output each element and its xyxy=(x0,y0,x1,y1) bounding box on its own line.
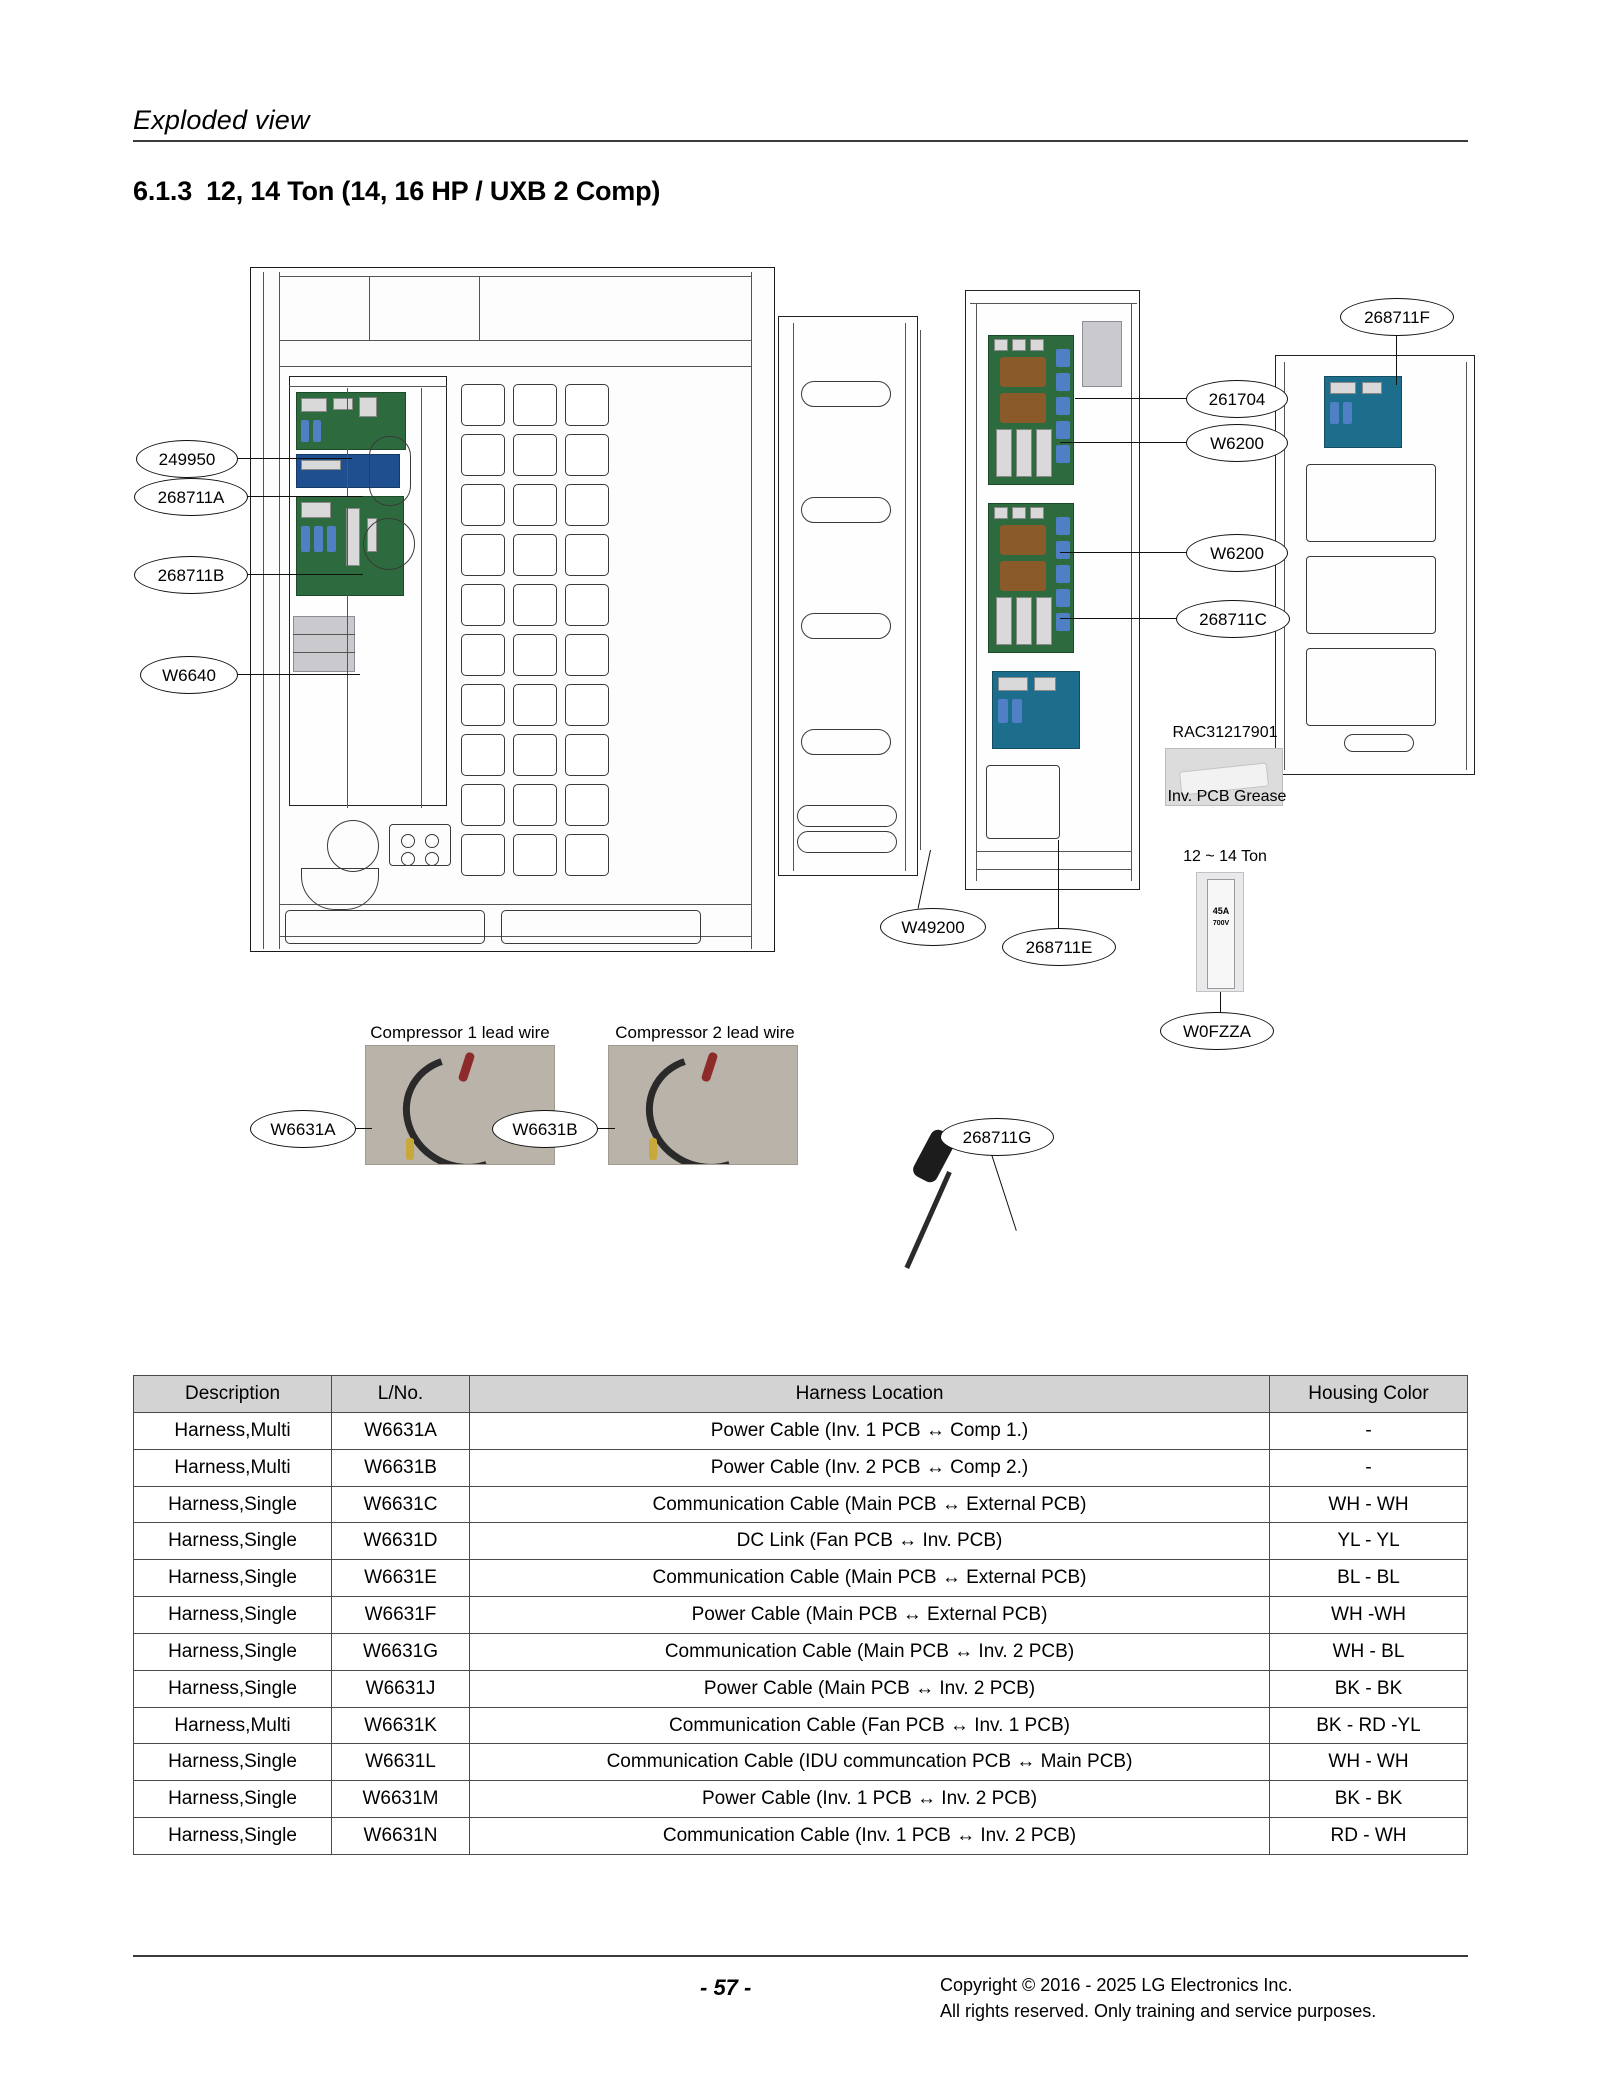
cell-housing-color: BK - BK xyxy=(1270,1670,1468,1707)
table-row xyxy=(134,1633,1468,1670)
table-row xyxy=(134,1781,1468,1818)
callout-249950-label: 249950 xyxy=(158,449,216,469)
cell-harness-location: Power Cable (Inv. 2 PCB ↔ Comp 2.) xyxy=(470,1449,1270,1486)
table-row xyxy=(134,1670,1468,1707)
cell-harness-location: Communication Cable (Main PCB ↔ External PCB) xyxy=(470,1560,1270,1597)
terminal-block xyxy=(293,616,355,672)
callout-W49200[interactable] xyxy=(880,908,986,946)
page-title xyxy=(133,176,660,207)
callout-W6200-top-label: W6200 xyxy=(1210,433,1264,453)
compressor1-photo xyxy=(365,1045,555,1165)
callout-W0FZZA[interactable] xyxy=(1160,1012,1274,1050)
cell-harness-location: Communication Cable (Fan PCB ↔ Inv. 1 PCB) xyxy=(470,1707,1270,1744)
callout-W6631B-label: W6631B xyxy=(512,1119,578,1139)
section-title-text: 12, 14 Ton (14, 16 HP / UXB 2 Comp) xyxy=(206,176,661,206)
callout-W6631B[interactable] xyxy=(492,1110,598,1148)
grease-name: Inv. PCB Grease xyxy=(1167,788,1287,805)
callout-W6200-top[interactable] xyxy=(1186,424,1288,462)
table-row xyxy=(134,1818,1468,1855)
callout-268711E-label: 268711E xyxy=(1025,937,1093,957)
cell-harness-location: Communication Cable (IDU communcation PCB ↔ Main PCB) xyxy=(470,1744,1270,1781)
page-number: - 57 - xyxy=(700,1975,752,2000)
cell-harness-location: Power Cable (Main PCB ↔ Inv. 2 PCB) xyxy=(470,1670,1270,1707)
cell-description: Harness,Multi xyxy=(134,1412,332,1449)
callout-268711F-label: 268711F xyxy=(1364,307,1430,327)
running-head-text: Exploded view xyxy=(133,105,310,135)
side-panel-drawing xyxy=(778,316,918,876)
cell-lno: W6631N xyxy=(332,1818,470,1855)
compressor2-photo xyxy=(608,1045,798,1165)
compressor2-caption: Compressor 2 lead wire xyxy=(615,1023,795,1042)
callout-W49200-label: W49200 xyxy=(901,917,965,937)
callout-261704[interactable] xyxy=(1186,380,1288,418)
table-row xyxy=(134,1449,1468,1486)
table-row xyxy=(134,1486,1468,1523)
copyright-block xyxy=(940,1972,1376,2024)
fuse-voltage-text: 700V xyxy=(1212,920,1230,927)
harness-table xyxy=(133,1375,1468,1855)
table-row xyxy=(134,1744,1468,1781)
copyright-line-1: Copyright © 2016 - 2025 LG Electronics Inc. xyxy=(940,1975,1293,1995)
cell-description: Harness,Single xyxy=(134,1597,332,1634)
callout-268711A-label: 268711A xyxy=(157,487,225,507)
cell-lno: W6631C xyxy=(332,1486,470,1523)
cell-harness-location: Communication Cable (Main PCB ↔ Inv. 2 PCB) xyxy=(470,1633,1270,1670)
column-header-harness-location: Harness Location xyxy=(470,1376,1270,1413)
table-body xyxy=(134,1412,1468,1854)
callout-268711C[interactable] xyxy=(1176,600,1290,638)
cell-description: Harness,Single xyxy=(134,1818,332,1855)
table-row xyxy=(134,1560,1468,1597)
inverter-box-drawing xyxy=(965,290,1140,890)
side-panel-hinge xyxy=(920,330,921,850)
callout-268711G[interactable] xyxy=(940,1118,1054,1156)
column-header-lno: L/No. xyxy=(332,1376,470,1413)
column-header-description: Description xyxy=(134,1376,332,1413)
callout-268711G-label: 268711G xyxy=(962,1127,1032,1147)
cell-description: Harness,Single xyxy=(134,1744,332,1781)
cell-housing-color: WH - WH xyxy=(1270,1486,1468,1523)
cell-lno: W6631K xyxy=(332,1707,470,1744)
cell-harness-location: Power Cable (Main PCB ↔ External PCB) xyxy=(470,1597,1270,1634)
callout-261704-label: 261704 xyxy=(1208,389,1266,409)
cell-description: Harness,Multi xyxy=(134,1707,332,1744)
cell-lno: W6631M xyxy=(332,1781,470,1818)
exploded-view-diagram xyxy=(0,240,1600,1370)
table-row xyxy=(134,1523,1468,1560)
cell-housing-color: - xyxy=(1270,1449,1468,1486)
callout-268711E[interactable] xyxy=(1002,928,1116,966)
cell-lno: W6631J xyxy=(332,1670,470,1707)
cell-lno: W6631F xyxy=(332,1597,470,1634)
cell-housing-color: WH - WH xyxy=(1270,1744,1468,1781)
cell-harness-location: Power Cable (Inv. 1 PCB ↔ Inv. 2 PCB) xyxy=(470,1781,1270,1818)
fuse-photo xyxy=(1196,872,1244,992)
cell-harness-location: Power Cable (Inv. 1 PCB ↔ Comp 1.) xyxy=(470,1412,1270,1449)
cell-housing-color: YL - YL xyxy=(1270,1523,1468,1560)
callout-W6200-bottom[interactable] xyxy=(1186,534,1288,572)
cell-housing-color: BL - BL xyxy=(1270,1560,1468,1597)
cell-description: Harness,Multi xyxy=(134,1449,332,1486)
grease-part-number: RAC31217901 xyxy=(1172,724,1278,741)
copyright-line-2: All rights reserved. Only training and service purposes. xyxy=(940,2001,1377,2022)
callout-W0FZZA-label: W0FZZA xyxy=(1183,1021,1251,1041)
column-header-housing-color: Housing Color xyxy=(1270,1376,1468,1413)
cell-housing-color: WH - BL xyxy=(1270,1633,1468,1670)
callout-268711B[interactable] xyxy=(134,556,248,594)
cell-description: Harness,Single xyxy=(134,1781,332,1818)
main-unit-drawing xyxy=(250,267,775,952)
cell-description: Harness,Single xyxy=(134,1560,332,1597)
cell-harness-location: Communication Cable (Inv. 1 PCB ↔ Inv. 2 PCB) xyxy=(470,1818,1270,1855)
reactor-module xyxy=(1082,321,1122,387)
callout-268711F[interactable] xyxy=(1340,298,1454,336)
cell-housing-color: RD - WH xyxy=(1270,1818,1468,1855)
callout-249950[interactable] xyxy=(136,440,238,478)
cell-housing-color: BK - RD -YL xyxy=(1270,1707,1468,1744)
cell-housing-color: WH -WH xyxy=(1270,1597,1468,1634)
cover-panel-drawing xyxy=(1275,355,1475,775)
callout-W6640[interactable] xyxy=(140,656,238,694)
callout-268711C-label: 268711C xyxy=(1199,609,1267,629)
cell-housing-color: - xyxy=(1270,1412,1468,1449)
callout-W6200-bottom-label: W6200 xyxy=(1210,543,1264,563)
callout-268711A[interactable] xyxy=(134,478,248,516)
cell-description: Harness,Single xyxy=(134,1633,332,1670)
cell-lno: W6631G xyxy=(332,1633,470,1670)
cell-harness-location: Communication Cable (Main PCB ↔ External PCB) xyxy=(470,1486,1270,1523)
cell-lno: W6631L xyxy=(332,1744,470,1781)
fuse-ton-range: 12 ~ 14 Ton xyxy=(1183,848,1267,865)
page-running-head xyxy=(133,105,1468,142)
callout-W6631A[interactable] xyxy=(250,1110,356,1148)
callout-268711B-label: 268711B xyxy=(157,565,225,585)
cell-lno: W6631A xyxy=(332,1412,470,1449)
cell-lno: W6631D xyxy=(332,1523,470,1560)
compressor1-caption: Compressor 1 lead wire xyxy=(370,1023,550,1042)
cell-harness-location: DC Link (Fan PCB ↔ Inv. PCB) xyxy=(470,1523,1270,1560)
cell-lno: W6631B xyxy=(332,1449,470,1486)
table-row xyxy=(134,1412,1468,1449)
cell-housing-color: BK - BK xyxy=(1270,1781,1468,1818)
callout-W6631A-label: W6631A xyxy=(270,1119,336,1139)
callout-W6640-label: W6640 xyxy=(162,665,216,685)
cell-description: Harness,Single xyxy=(134,1523,332,1560)
table-header-row xyxy=(134,1376,1468,1413)
table-row xyxy=(134,1597,1468,1634)
cell-description: Harness,Single xyxy=(134,1670,332,1707)
cell-description: Harness,Single xyxy=(134,1486,332,1523)
header-divider xyxy=(133,140,1468,142)
cell-lno: W6631E xyxy=(332,1560,470,1597)
table-row xyxy=(134,1707,1468,1744)
section-number: 6.1.3 xyxy=(133,176,193,206)
footer-divider xyxy=(133,1955,1468,1957)
fuse-rating-text: 45A xyxy=(1212,906,1230,916)
